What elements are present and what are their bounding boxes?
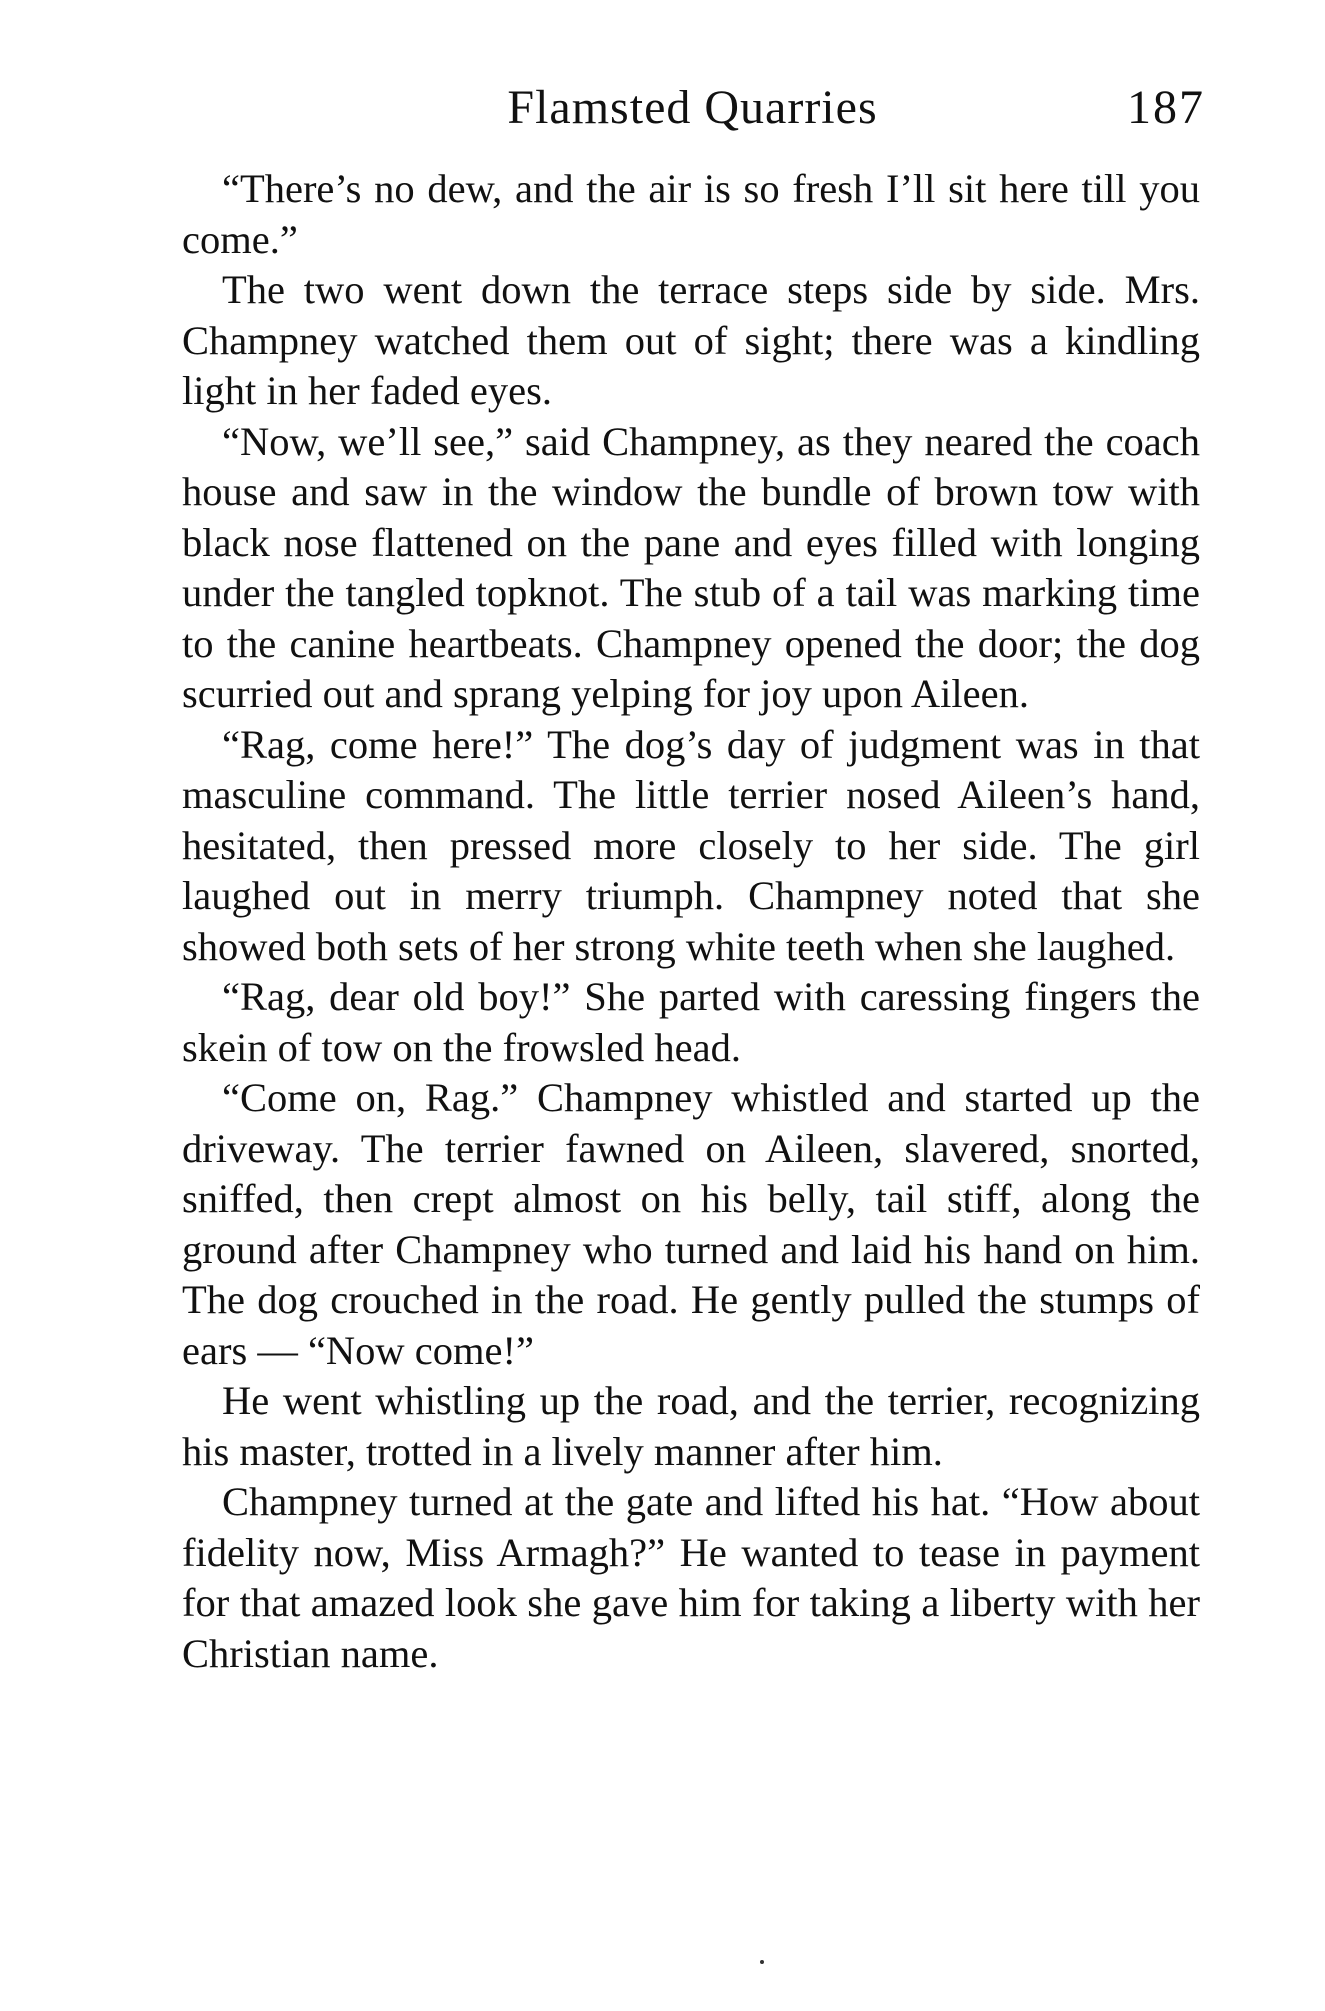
paragraph: “There’s no dew, and the air is so fresh I’ll sit here till you come.” [182,166,1200,262]
running-head [180,78,1205,138]
body-text [182,164,1200,1679]
paragraph: The two went down the terrace steps side by side. Mrs. Champney watched them out of sight; there was a kindling light in her faded eyes. [182,267,1200,413]
paragraph: He went whistling up the road, and the terrier, recognizing his master, trotted in a lively manner after him. [182,1378,1200,1474]
paragraph: “Rag, dear old boy!” She parted with caressing fingers the skein of tow on the frowsled head. [182,974,1200,1070]
paragraph: “Rag, come here!” The dog’s day of judgment was in that masculine command. The little terrier nosed Aileen’s hand, hesitated, then pressed more closely to her side. The girl laughed out in merry triumph. Champney noted that she showed both sets of her strong white teeth when she laughed. [182,721,1200,969]
running-title: Flamsted Quarries [507,81,878,134]
paragraph: Champney turned at the gate and lifted his hat. “How about fidelity now, Miss Armagh?” He wanted to tease in payment for that amazed look she gave him for taking a liberty with her Christian name. [182,1479,1200,1676]
paragraph: “Come on, Rag.” Champney whistled and started up the driveway. The terrier fawned on Aileen, slavered, snorted, sniffed, then crept almost on his belly, tail stiff, along the ground after Champney who turned and laid his hand on him. The dog crouched in the road. He gently pulled the stumps of ears — “Now come!” [182,1075,1200,1373]
print-fleck [760,1960,764,1964]
page-number: 187 [1127,81,1205,134]
paragraph: “Now, we’ll see,” said Champney, as they neared the coach house and saw in the window the bundle of brown tow with black nose flattened on the pane and eyes filled with longing under the tangled topknot. The stub of a tail was marking time to the canine heartbeats. Champney opened the door; the dog scurried out and sprang yelping for joy upon Aileen. [182,418,1200,716]
